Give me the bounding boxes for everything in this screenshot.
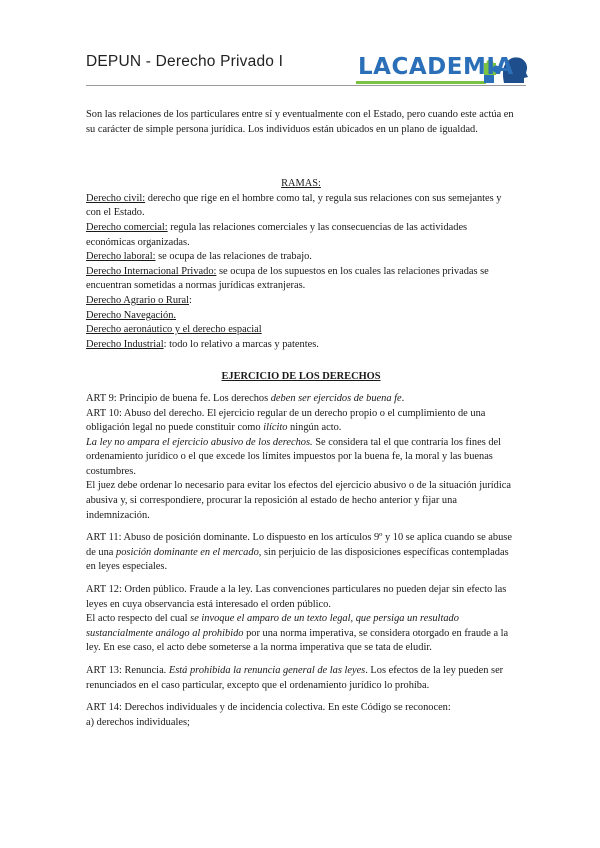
list-item: Derecho comercial: regula las relaciones comerciales y las consecuencias de las actividades económicas organizadas. (86, 221, 468, 248)
list-item: Derecho civil: derecho que rige en el hombre como tal, y regula sus relaciones con sus semejantes y con el Estado. (86, 192, 502, 219)
list-item: Derecho Industrial: todo lo relativo a marcas y patentes. (86, 338, 319, 350)
list-item: Derecho Agrario o Rural: (86, 294, 192, 306)
article-11: ART 11: Abuso de posición dominante. Lo dispuesto en los artículos 9º y 10 se aplica cuando se abuse de una posición dominante en el mercado, sin perjuicio de las disposiciones específicas contempladas en leyes especiales. (86, 532, 512, 573)
article-13: ART 13: Renuncia. Está prohibida la renuncia general de las leyes. Los efectos de la ley pueden ser renunciados en el caso particular, excepto que el ordenamiento jurídico lo prohíba. (86, 665, 504, 691)
document-body (86, 108, 516, 730)
ramas-list (86, 192, 516, 353)
header-title: DEPUN - Derecho Privado I (86, 53, 284, 70)
list-item: Derecho aeronáutico y el derecho espacial (86, 324, 262, 336)
intro-paragraph: Son las relaciones de los particulares entre sí y eventualmente con el Estado, pero cuando este actúa en su carácter de simple persona jurídica. Los individuos están ubicados en un plano de igualdad. (86, 109, 514, 135)
list-item: Derecho Internacional Privado: se ocupa de los supuestos en los cuales las relaciones privadas se encuentran sometidas a normas jurídicas extranjeras. (86, 265, 489, 292)
article-14: ART 14: Derechos individuales y de incidencia colectiva. En este Código se reconocen: a) derechos individuales; (86, 702, 451, 728)
articles (86, 392, 516, 730)
article-10: ART 10: Abuso del derecho. El ejercicio regular de un derecho propio o el cumplimiento de una obligación legal no puede constituir como ilícito ningún acto. La ley no ampara el ejercicio abusivo de los derechos. Se considera tal el que contraría los fines del ordenamiento jurídico o el que excede los límites impuestos por la buena fe, la moral y las buenas costumbres. El juez debe ordenar lo necesario para evitar los efectos del ejercicio abusivo o de la situación jurídica abusiva y, si correspondiere, procurar la reposición al estado de hecho anterior y fijar una indemnización. (86, 407, 511, 521)
section-heading: EJERCICIO DE LOS DERECHOS (221, 371, 381, 383)
article-9: ART 9: Principio de buena fe. Los derechos deben ser ejercidos de buena fe. (86, 392, 405, 404)
academia-logo (352, 53, 528, 89)
ramas-heading: RAMAS: (281, 178, 321, 190)
logo-text: LACADEMIA (358, 54, 514, 80)
list-item: Derecho Navegación. (86, 309, 177, 321)
page-header (0, 0, 600, 100)
article-12: ART 12: Orden público. Fraude a la ley. Las convenciones particulares no pueden dejar sin efecto las leyes en cuya observancia está interesado el orden público. El acto respecto del cual se invoque el amparo de un texto legal, que persiga un resultado sustancialmente análogo al prohibido por una norma imperativa, se considera otorgado en fraude a la ley. En ese caso, el acto debe someterse a la norma imperativa que se tata de eludir. (86, 584, 509, 654)
list-item: Derecho laboral: se ocupa de las relaciones de trabajo. (86, 251, 312, 263)
